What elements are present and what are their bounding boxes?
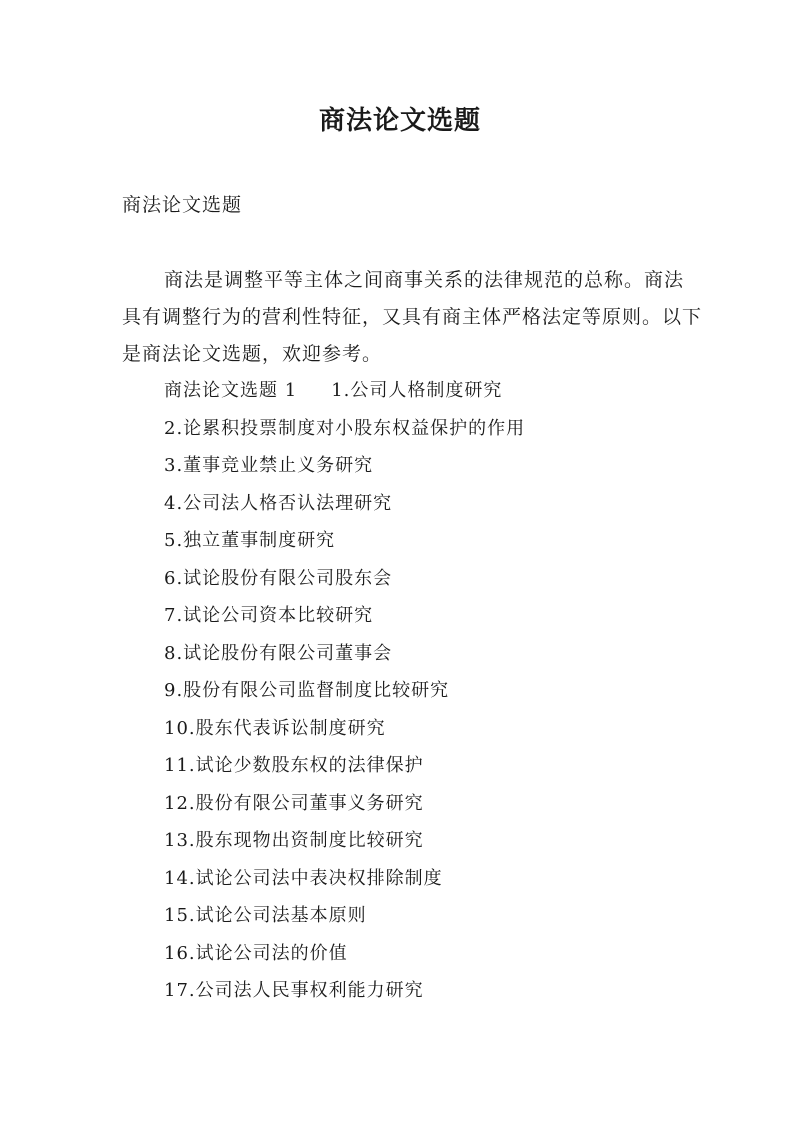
page-title: 商法论文选题 xyxy=(318,106,481,136)
list-item: 6.试论股份有限公司股东会 xyxy=(164,567,393,589)
list-item: 13.股东现物出资制度比较研究 xyxy=(164,830,424,851)
list-item: 11.试论少数股东权的法律保护 xyxy=(164,755,424,776)
list-item: 2.论累积投票制度对小股东权益保护的作用 xyxy=(164,417,526,439)
list-item: 17.公司法人民事权利能力研究 xyxy=(164,980,424,1001)
list-item: 15.试论公司法基本原则 xyxy=(164,905,367,926)
list-item: 14.试论公司法中表决权排除制度 xyxy=(164,867,443,889)
intro-paragraph: 商法是调整平等主体之间商事关系的法律规范的总称。商法具有调整行为的营利性特征，又具有商主体严格法定等原则。以下是商法论文选题，欢迎参考。 xyxy=(122,269,703,365)
list-item: 5.独立董事制度研究 xyxy=(164,530,336,551)
document-subtitle: 商法论文选题 xyxy=(122,194,243,216)
list-item: 12.股份有限公司董事义务研究 xyxy=(164,792,424,814)
list-item: 4.公司法人格否认法理研究 xyxy=(164,492,393,514)
list-item-text: 1.公司人格制度研究 xyxy=(331,380,503,401)
topic-list xyxy=(164,372,525,1010)
list-item xyxy=(164,372,525,410)
list-item: 9.股份有限公司监督制度比较研究 xyxy=(164,680,450,701)
list-item: 7.试论公司资本比较研究 xyxy=(164,605,374,626)
list-item: 3.董事竞业禁止义务研究 xyxy=(164,455,374,476)
list-item: 10.股东代表诉讼制度研究 xyxy=(164,717,386,739)
list-item: 8.试论股份有限公司董事会 xyxy=(164,642,393,664)
section-label: 商法论文选题 1 xyxy=(164,380,298,401)
list-item: 16.试论公司法的价值 xyxy=(164,942,348,964)
